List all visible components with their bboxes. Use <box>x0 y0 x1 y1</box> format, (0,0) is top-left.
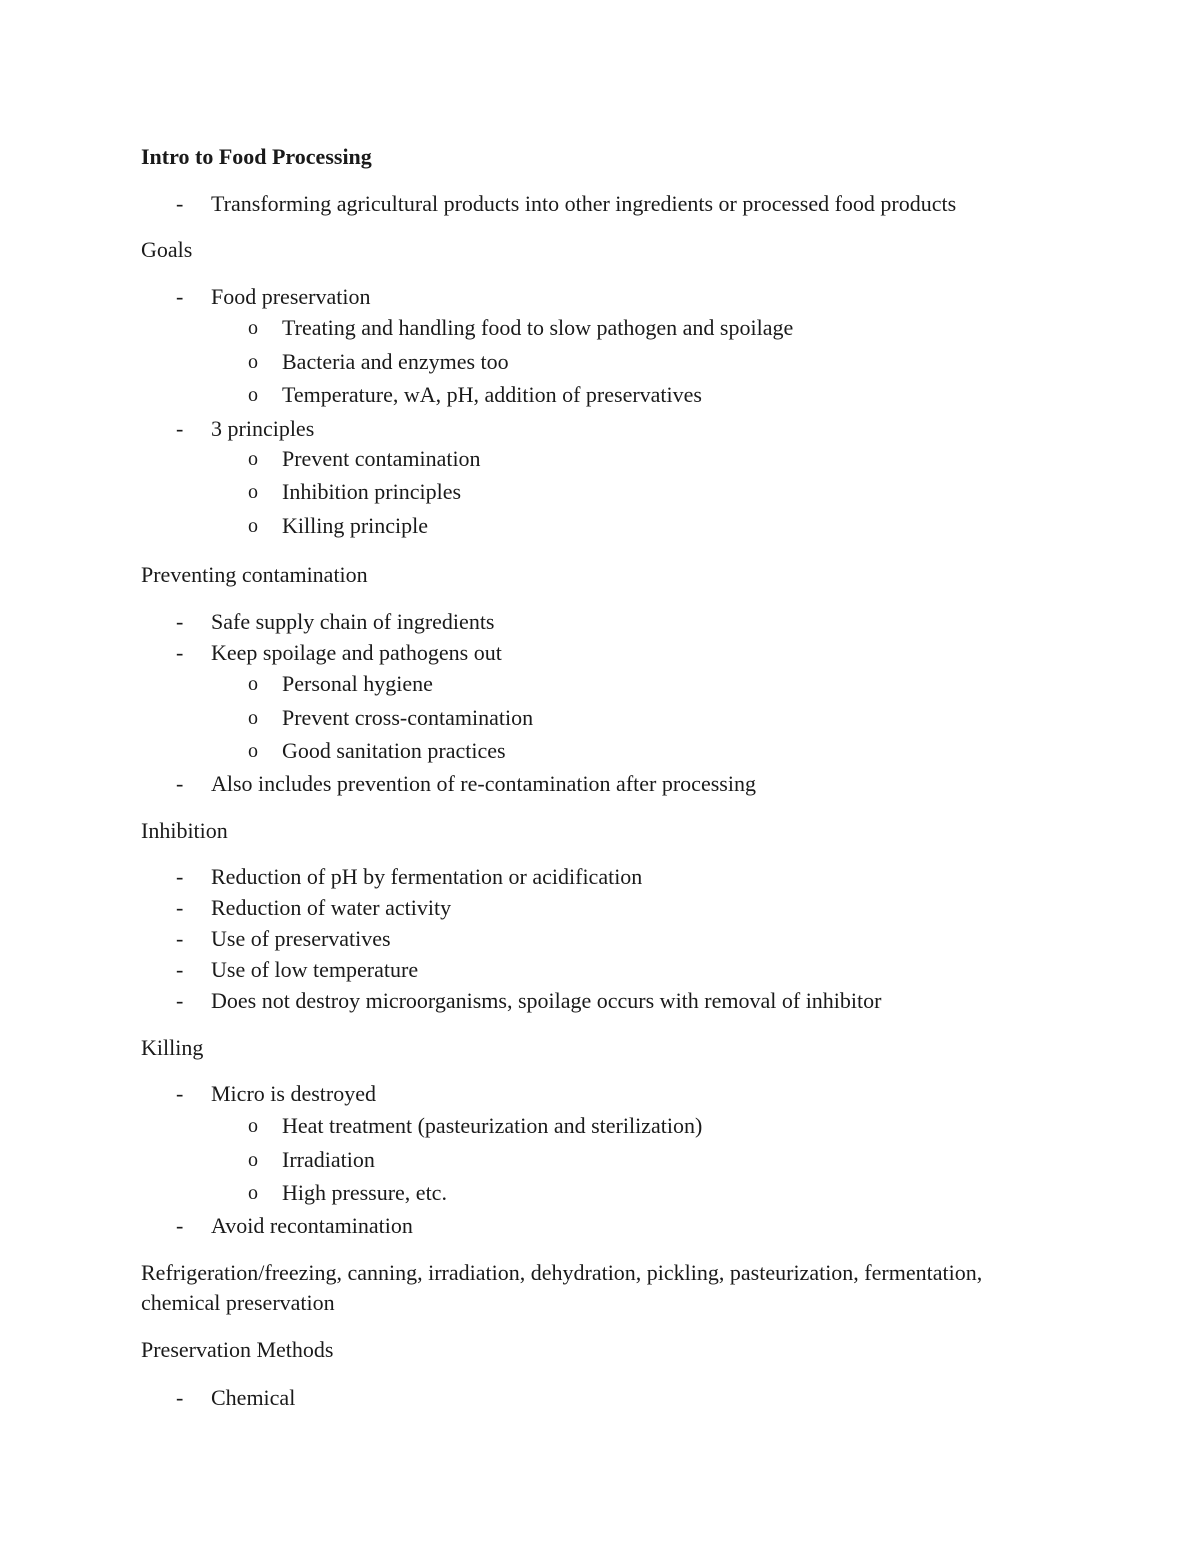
list-item: 3 principles <box>211 416 315 441</box>
section-heading-goals: Goals <box>141 237 193 262</box>
sub-bullet-o: o <box>248 384 258 406</box>
bullet-dash: - <box>176 926 184 951</box>
section-heading-killing: Killing <box>141 1035 204 1060</box>
list-item: Keep spoilage and pathogens out <box>211 640 502 665</box>
sub-list-item: Treating and handling food to slow pathogen and spoilage <box>282 315 794 340</box>
sub-list-item: High pressure, etc. <box>282 1180 447 1205</box>
document-title: Intro to Food Processing <box>141 144 372 169</box>
list-item: Food preservation <box>211 284 371 309</box>
sub-list-item: Killing principle <box>282 513 429 538</box>
sub-list-item: Good sanitation practices <box>282 738 506 763</box>
bullet-dash: - <box>176 640 184 665</box>
list-item: Reduction of pH by fermentation or acidification <box>211 864 643 889</box>
sub-list-item: Heat treatment (pasteurization and sterilization) <box>282 1113 703 1138</box>
sub-bullet-o: o <box>248 1182 258 1204</box>
sub-list-item: Prevent cross-contamination <box>282 705 534 730</box>
sub-bullet-o: o <box>248 673 258 695</box>
sub-list-item: Prevent contamination <box>282 446 481 471</box>
sub-list-item: Temperature, wA, pH, addition of preservatives <box>282 382 702 407</box>
sub-bullet-o: o <box>248 1115 258 1137</box>
sub-list-item: Irradiation <box>282 1147 375 1172</box>
sub-list-item: Bacteria and enzymes too <box>282 349 509 374</box>
list-item: Use of preservatives <box>211 926 391 951</box>
list-item: Safe supply chain of ingredients <box>211 609 495 634</box>
sub-bullet-o: o <box>248 481 258 503</box>
list-item: Does not destroy microorganisms, spoilage occurs with removal of inhibitor <box>211 988 882 1013</box>
sub-bullet-o: o <box>248 317 258 339</box>
section-heading-preventing: Preventing contamination <box>141 562 368 587</box>
sub-bullet-o: o <box>248 351 258 373</box>
sub-bullet-o: o <box>248 740 258 762</box>
bullet-dash: - <box>176 609 184 634</box>
bullet-dash: - <box>176 1385 184 1410</box>
sub-bullet-o: o <box>248 1149 258 1171</box>
sub-list-item: Personal hygiene <box>282 671 433 696</box>
list-item: Use of low temperature <box>211 957 419 982</box>
list-item: Chemical <box>211 1385 296 1410</box>
list-item: Avoid recontamination <box>211 1213 413 1238</box>
methods-paragraph-line-1: Refrigeration/freezing, canning, irradiation, dehydration, pickling, pasteurization, fermentation, <box>141 1260 983 1285</box>
bullet-dash: - <box>176 771 184 796</box>
bullet-dash: - <box>176 988 184 1013</box>
sub-bullet-o: o <box>248 515 258 537</box>
sub-bullet-o: o <box>248 448 258 470</box>
bullet-dash: - <box>176 864 184 889</box>
bullet-dash: - <box>176 284 184 309</box>
bullet-dash: - <box>176 957 184 982</box>
bullet-dash: - <box>176 1081 184 1106</box>
bullet-dash: - <box>176 1213 184 1238</box>
definition-item: Transforming agricultural products into other ingredients or processed food products <box>211 191 957 216</box>
section-heading-preservation-methods: Preservation Methods <box>141 1337 334 1362</box>
bullet-dash: - <box>176 191 184 216</box>
bullet-dash: - <box>176 416 184 441</box>
list-item: Also includes prevention of re-contamination after processing <box>211 771 756 796</box>
section-heading-inhibition: Inhibition <box>141 818 228 843</box>
sub-list-item: Inhibition principles <box>282 479 462 504</box>
list-item: Micro is destroyed <box>211 1081 376 1106</box>
bullet-dash: - <box>176 895 184 920</box>
list-item: Reduction of water activity <box>211 895 452 920</box>
methods-paragraph-line-2: chemical preservation <box>141 1290 335 1315</box>
sub-bullet-o: o <box>248 707 258 729</box>
